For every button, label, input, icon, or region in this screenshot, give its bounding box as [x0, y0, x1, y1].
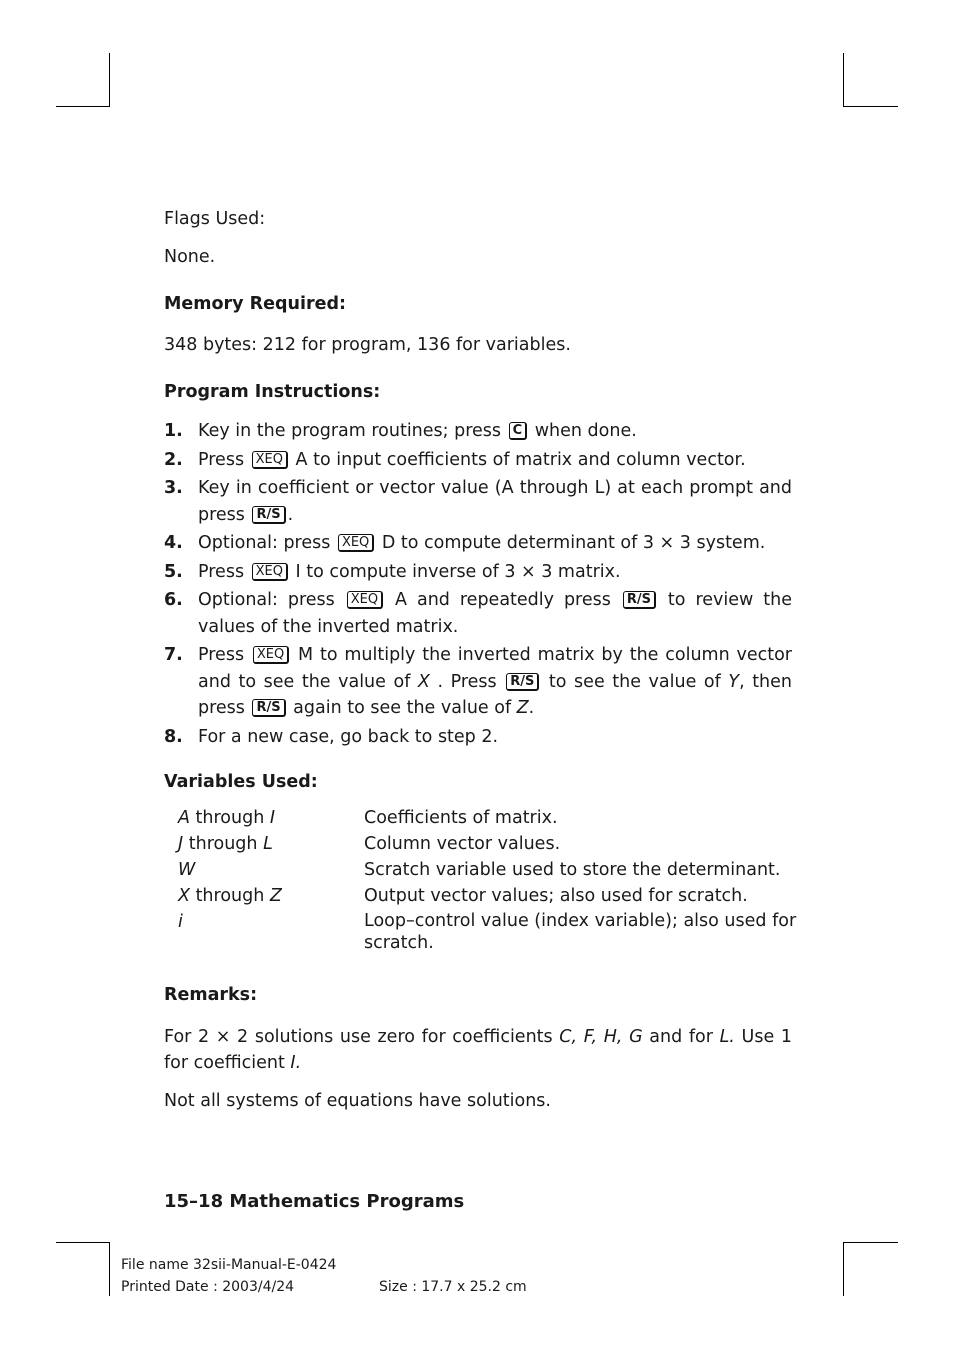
step-number: 6. [164, 590, 183, 610]
step-number: 5. [164, 561, 183, 582]
variable-name: A through I [178, 808, 276, 828]
variable-description: Coefficients of matrix. [364, 808, 558, 828]
memory-heading: Memory Required: [164, 294, 347, 314]
variable-description: Output vector values; also used for scratch. [364, 886, 748, 906]
step-5 [164, 559, 792, 586]
key-xeq-icon: XEQ [253, 646, 289, 664]
variable-name: J through L [178, 834, 273, 854]
remarks-paragraph-2: Not all systems of equations have solutions. [164, 1091, 551, 1111]
step-number: 1. [164, 421, 183, 441]
file-name: File name 32sii-Manual-E-0424 [121, 1257, 337, 1273]
flags-value: None. [164, 247, 216, 267]
step-number: 2. [164, 449, 183, 470]
step-1 [164, 418, 792, 445]
page-size: Size : 17.7 x 25.2 cm [379, 1279, 527, 1295]
variables-table [178, 806, 798, 956]
page-footer: 15–18 Mathematics Programs [164, 1191, 465, 1212]
variables-heading: Variables Used: [164, 772, 318, 792]
step-8 [164, 724, 792, 751]
step-number: 7. [164, 645, 183, 665]
key-rs-icon: R/S [252, 699, 285, 717]
instruction-steps [164, 418, 792, 752]
step-text: Key in coefficient or vector value (A through L) at each prompt and press R/S . [198, 478, 792, 525]
step-text: Optional: press XEQ D to compute determinant of 3 × 3 system. [198, 533, 766, 553]
key-rs-icon: R/S [506, 673, 539, 691]
variable-description: Column vector values. [364, 834, 561, 854]
variable-row [178, 832, 798, 856]
step-number: 8. [164, 726, 183, 747]
variable-name: W [178, 860, 196, 880]
crop-mark-bottom-left-vertical [109, 1242, 110, 1296]
crop-mark-bottom-left-horizontal [56, 1242, 110, 1243]
variable-row [178, 806, 798, 830]
crop-mark-top-right-vertical [843, 53, 844, 107]
step-text: Press XEQ A to input coefficients of matrix and column vector. [198, 449, 746, 470]
key-rs-icon: R/S [252, 506, 285, 524]
variable-row [178, 884, 798, 908]
flags-label: Flags Used: [164, 209, 266, 229]
step-text: Optional: press XEQ A and repeatedly press R/S to review the values of the inverted matrix. [198, 590, 793, 637]
crop-mark-top-right-horizontal [843, 106, 898, 107]
crop-mark-top-left-vertical [109, 53, 110, 107]
crop-mark-bottom-right-horizontal [843, 1242, 898, 1243]
step-number: 3. [164, 478, 183, 498]
step-3 [164, 475, 792, 528]
step-7 [164, 642, 792, 722]
crop-mark-top-left-horizontal [56, 106, 110, 107]
variable-description: Scratch variable used to store the determinant. [364, 860, 781, 880]
key-xeq-icon: XEQ [252, 451, 288, 469]
key-xeq-icon: XEQ [338, 534, 374, 552]
step-2 [164, 447, 792, 474]
variable-name: i [178, 912, 183, 932]
step-6 [164, 587, 792, 640]
key-xeq-icon: XEQ [347, 591, 383, 609]
key-c-icon: C [509, 422, 528, 440]
key-xeq-icon: XEQ [252, 563, 288, 581]
variable-name: X through Z [178, 886, 282, 906]
step-text: Press XEQ I to compute inverse of 3 × 3 matrix. [198, 561, 621, 582]
remarks-heading: Remarks: [164, 985, 258, 1005]
step-text: Key in the program routines; press C when done. [198, 421, 637, 441]
step-text: Press XEQ M to multiply the inverted matrix by the column vector and to see the value of X . Press R/S to see the value of Y, then press R/S again to see the value of Z. [198, 645, 792, 718]
crop-mark-bottom-right-vertical [843, 1242, 844, 1296]
remarks-paragraph-1: For 2 × 2 solutions use zero for coefficients C, F, H, G and for L. Use 1 for coefficient I. [164, 1027, 792, 1073]
key-rs-icon: R/S [623, 591, 656, 609]
memory-text: 348 bytes: 212 for program, 136 for variables. [164, 335, 571, 355]
variable-row [178, 858, 798, 882]
variable-description: Loop–control value (index variable); also used for scratch. [364, 911, 797, 953]
variable-row [178, 910, 798, 954]
step-4 [164, 530, 792, 557]
step-text: For a new case, go back to step 2. [198, 726, 499, 747]
instructions-heading: Program Instructions: [164, 382, 381, 402]
step-number: 4. [164, 533, 183, 553]
printed-date: Printed Date : 2003/4/24 [121, 1279, 295, 1295]
